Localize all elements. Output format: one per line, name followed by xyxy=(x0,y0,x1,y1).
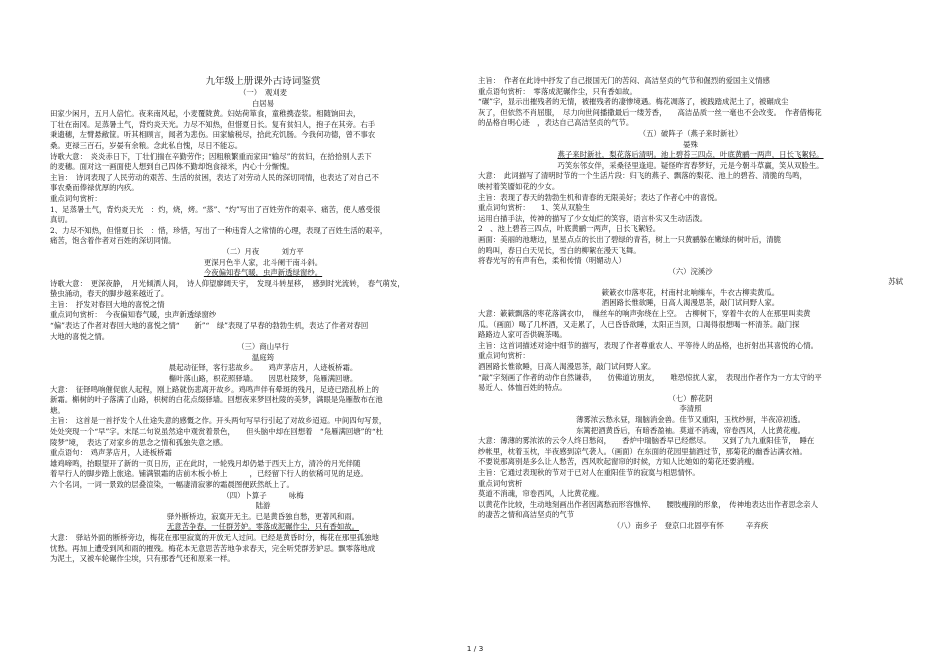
left-text-line: 重点词句赏析： xyxy=(50,193,102,203)
left-text-line: 雄鸡啼鸣，抬眼望开了新的一页日历，正在此时，一轮残月却仍悬于西天上方，清冷的月光伴随 xyxy=(50,458,361,468)
right-text-line: 灰了，但依然不肖屈服， 尽力向世间播撒最后一缕芳香， 高洁品质一丝一毫也不会改变。 作者借梅花 xyxy=(478,107,822,117)
right-text-line: 2 、池上碧苔三四点，叶底黄鹂一两声，日长飞絮轻。 xyxy=(478,224,661,234)
right-text-line: 重点词句赏析 xyxy=(478,478,523,488)
left-text-line: 事农桑而俸禄优厚的内疚。 xyxy=(50,183,139,193)
left-text-line: 驿外断桥边，寂寞开无主。已是黄昏独自愁，更著风和雨。 xyxy=(166,511,360,521)
right-text-line: 主旨：这首词描述对途中细节的描写，表现了作者尊重农人、平等待人的品格，也折射出其喜悦的心情。 xyxy=(478,340,818,350)
right-text-line: 薄雾浓云愁永昼，瑞脑消金兽。佳节又重阳，玉枕纱厨，半夜凉初透。 xyxy=(575,415,806,424)
left-text-line: 大意： 征铎鸣响催促旅人起程，刚上路就伤悲离开故乡。鸡鸣声伴有晕斑的残月，足迹已踏乱桥上的 xyxy=(50,384,379,394)
right-text-line: 酒困路长惟欲睡，日高人渴漫思茶，敲门试问野人家。 xyxy=(601,298,780,308)
left-text-line: 今夜偏知春气暖，虫声新透绿窗纱。 xyxy=(203,268,323,278)
right-text-line: （六）浣溪沙 xyxy=(668,266,713,276)
left-text-line: 白居易 xyxy=(251,98,275,108)
right-text-line: 纱帐里，枕着玉枕，半夜感到凉气袭人。（画面）在东面的花园里揣酒过节，那菊花的幽香沾满衣袖。 xyxy=(478,446,807,456)
left-text-line: （一） 观刈麦 xyxy=(238,88,288,97)
left-text-line: 槲叶落山路，枳花照驿墙。 因思杜陵梦，凫雁满回塘。 xyxy=(168,374,358,384)
right-text-line: 重点语句赏析： 零落成泥碾作尘，只有香如故。 xyxy=(478,86,637,96)
left-text-line: （四）卜算子 咏梅 xyxy=(222,490,304,500)
left-column xyxy=(50,76,476,565)
left-text-line: 更深月色半人家，北斗阑干南斗斜。 xyxy=(203,257,323,267)
left-text-line: 真切。 xyxy=(50,215,73,225)
left-text-line: 温庭筠 xyxy=(251,352,275,362)
left-text-line: 桑。吏禄三百石，岁晏有余粮。念此私自愧，尽日不能忘。 xyxy=(50,140,243,150)
right-text-line: 大意： 此词描写了清明时节的一个生活片段：归飞的燕子、飘落的梨花、池上的碧苔、清脆的鸟鸣， xyxy=(478,171,807,181)
left-text-line: 大地的喜悦之情。 xyxy=(50,331,110,341)
left-text-line: 1、足蒸暑土气，背灼炎天光 ：灼，烧，烤。“蒸”、“灼”写出了百姓劳作的艰辛、痛苦，使人感受很 xyxy=(50,204,381,214)
right-text-line: 酒困路长惟欲睡，日高人渴漫思茶，敲门试问野人家。 xyxy=(478,362,656,372)
right-text-line: 以黄花作比较，生动地刻画出作者因离愁而形容憔悴、 腰肢瘦削的形象， 传神地表达出作者思念亲人 xyxy=(478,499,818,509)
left-text-line: 痛苦，饱含着作者对百姓的深切同情。 xyxy=(50,236,176,246)
right-text-line: 李清照 xyxy=(679,404,702,414)
left-text-line: （二）月夜 刘方平 xyxy=(222,246,304,256)
left-text-line: 重点语句： 鸡声茅店月，人迹板桥霜 xyxy=(50,448,172,458)
left-text-line: 大意： 驿站外面的断桥旁边，梅花在那里寂寞的开放无人过问。已经是黄昏时分，梅花在那里孤独地 xyxy=(50,532,379,542)
right-text-line: 主旨：它通过表现秋的节对于已对人在重阳佳节的寂寞与相思情怀。 xyxy=(478,467,700,477)
right-text-line: 重点词句赏析： xyxy=(478,351,530,361)
left-text-line: 田家少闲月，五月人倍忙。夜来南风起，小麦覆陇黄。妇姑荷箪食，童稚携壶浆。相随饷田去， xyxy=(50,109,361,119)
left-text-line: 处处突现一个“早”字。末尾二句说虽然途中观赏着景色， 但头脑中却在回想着 “凫雁满回塘”的“杜 xyxy=(50,427,383,436)
right-text-line: 映衬着笑靥如花的少女。 xyxy=(478,181,560,191)
left-text-line: 诗歌大意： 更深夜静， 月光倾洒人间， 诗人仰望廖阔天宇， 发现斗转星移， 感到时光流转， 春气萌发， xyxy=(50,278,405,288)
left-text-line: 六个名词，一词一景致的层叠渲染，一幅凄清寂寥的霜晨图便跃然纸上了。 xyxy=(50,479,294,489)
right-text-line: 主旨：表现了春天的勃勃生机和青春的无限美好；表达了作者心中的喜悦。 xyxy=(478,192,722,202)
right-text-line: 东篱把酒黄昏后，有暗香盈袖。莫道不消魂，帘卷西风，人比黄花瘦。 xyxy=(575,425,806,435)
right-text-line: 画面：美丽的池塘边，星星点点的长出了碧绿的青苔，树上一只黄鹂躲在嫩绿的树叶后，清脆 xyxy=(478,234,782,244)
left-text-line: 主旨： 诗词表现了人民劳动的艰苦、生活的贫困，表达了对劳动人民的深切同情，也表达了对自己不 xyxy=(50,172,379,182)
right-text-line: 晏殊 xyxy=(683,139,698,149)
right-text-line: 主旨： 作者在此诗中抒发了自己报国无门的苦闷、高洁坚贞的气节和倔烈的爱国主义情感 xyxy=(478,76,770,85)
left-text-line: “偏”表达了作者对春回大地的喜悦之情“ 新”“ 绿”表现了早春的勃勃生机，表达了作者对春回 xyxy=(50,321,369,331)
left-text-line: 陆游 xyxy=(255,501,271,511)
right-text-line: 簌簌衣巾落枣花，村南村北响缫车，牛衣古柳卖黄瓜。 xyxy=(601,287,780,297)
left-text-line: 无意苦争春，一任群芳妒。零落成泥碾作尘，只有香如故。 xyxy=(166,522,360,532)
left-text-line: （三）商山早行 xyxy=(237,342,289,352)
left-text-line: 秉遗穗，左臂悬敝筐。听其相顾言，闻者为悲伤。田家输税尽，拾此充饥肠。今我何功德，曾不事农 xyxy=(50,130,376,140)
right-text-line: 巧笑东邻女伴，采桑径里逢迎。疑怪昨宵春梦好，元是今朝斗草赢，笑从双脸生。 xyxy=(557,160,824,170)
right-text-line: “敲”字刻画了作者的动作自然谦恭， 仿佛道访朋友， 唯恐惊扰人家， 表现出作者作为一方太守的平 xyxy=(478,372,822,382)
left-text-line: 陵梦”境， 表达了对家乡的思念之情和孤独失意之感。 xyxy=(50,437,228,447)
right-text-line: “碾”字，显示出摧残者的无情，被摧残者的凄惨境遇。梅花凋落了，被践踏成泥土了，被碾成尘 xyxy=(478,97,789,107)
right-text-line: （五）破阵子（燕子来时新社） xyxy=(638,128,743,138)
left-text-line: 着早行人的脚步踏上旅途。铺满银霜的店前木板小桥上 ，已经留下行人的依稀可见的足迹。 xyxy=(50,469,368,479)
right-text-line: （八）南乡子 登京口北固亭有怀 辛弃疾 xyxy=(612,520,769,530)
left-text-line: 为泥土，又被车轮碾作尘埃，只有那香气还和原来一样。 xyxy=(50,554,235,564)
right-text-line: 的品格自明心迹 ，表达自己高洁坚贞的气节。 xyxy=(478,118,634,128)
left-text-line: 主旨： 抒发对春回大地的喜悦之情 xyxy=(50,299,165,309)
right-text-line: 大意：簌簌飘落的枣花落满衣巾， 缫丝车的响声弥绕在上空。 古柳树下，穿着牛衣的人在那里叫卖黄 xyxy=(478,309,811,319)
left-text-line: 蛰虫涌动，春天的脚步越来越近了。 xyxy=(50,289,169,299)
left-text-line: 2、力尽不知热，但惜夏日长 ：惜，珍惜，写出了一种违背人之常情的心理，表现了百姓生活的艰辛， xyxy=(50,225,388,235)
right-text-line: 路路边人家可否供碗茶喝。 xyxy=(478,330,567,340)
left-text-line: 丁壮在南冈。足蒸暑土气，背灼炎天光。力尽不知热，但惜夏日长。复有贫妇人，抱子在其旁。右手 xyxy=(50,119,376,129)
page-number: 1 / 3 xyxy=(466,644,484,653)
left-text-line: 诗歌大意： 炎炎赤日下，丁壮们揣在辛勤劳作；因粗粮繁重而家田“输尽”的贫妇，在拾拾别人丢下 xyxy=(50,151,372,161)
right-text-line: 易近人、体恤百姓的特点。 xyxy=(478,383,567,393)
right-text-line: 莫道不消魂，帘卷西风，人比黄花瘦。 xyxy=(478,489,604,499)
right-text-line: 运用白描手法，传神的描写了少女灿烂的笑容，语言朴实又生动活泼。 xyxy=(478,213,708,223)
right-text-line: 燕子来时新社，梨花落后清明。池上碧苔三四点，叶底黄鹂一两声，日长飞絮轻。 xyxy=(557,150,824,160)
left-text-line: 晨起动征铎，客行悲故乡。 鸡声茅店月，人迹板桥霜。 xyxy=(168,363,358,373)
left-text-line: 九年级上册课外古诗词鉴赏 xyxy=(205,76,321,87)
right-text-line: 不要说那离别是多么让人愁苦，西风吹起窗帘的时候，方知人比她如的菊花还要消瘦。 xyxy=(478,457,759,467)
left-text-line: 的麦穗。面对这一画面使人想到自己四体不勤却饱食禄米，内心十分惭愧。 xyxy=(50,162,294,172)
left-text-line: 新霜。槲树的叶子落满了山路，枳树的白花点缀驿墙。回想夜来梦回杜陵的美梦，满眼是凫雁散布在池 xyxy=(50,395,383,405)
right-text-line: 的鸣叫，春日白天见长，雪白的柳絮在漫天飞舞。 xyxy=(478,245,641,255)
right-text-line: （七）醉花阴 xyxy=(668,393,713,403)
right-text-line: 重点词句赏析： 1、笑从双脸生 xyxy=(478,203,590,213)
left-text-line: 塘。 xyxy=(50,405,65,415)
left-text-line: 重点词句赏析： 今夜偏知春气暖，虫声新透绿窗纱 xyxy=(50,310,217,320)
right-text-line: 大意：薄薄的雾浓浓的云令人终日愁闷， 香炉中瑞脑香早已经燃尽。 又到了九九重阳佳节， 睡在 xyxy=(478,436,815,446)
right-text-line: 的凄苦之情和高洁坚贞的气节 xyxy=(478,510,575,520)
right-text-line: 苏轼 xyxy=(888,277,903,287)
left-text-line: 忧愁。再加上遭受到风和雨的摧残。梅花本无意思苦苦地争求春天，完全听凭群芳妒忌。飘零落地成 xyxy=(50,543,376,553)
right-text-line: 瓜。（画面）喝了几杯酒，又走累了，人已昏昏欲睡，太阳正当顶，口渴得很想喝一杯清茶。敲门探 xyxy=(478,319,800,329)
left-text-line: 主旨： 这首是一首抒发个人仕途失意的感慨之作。开头两句写早行引起了对故乡迢迢。中间四句写景， xyxy=(50,416,387,426)
right-column xyxy=(478,76,903,532)
right-text-line: 将春光写的有声有色，柔和传情（明媚动人） xyxy=(478,256,626,266)
